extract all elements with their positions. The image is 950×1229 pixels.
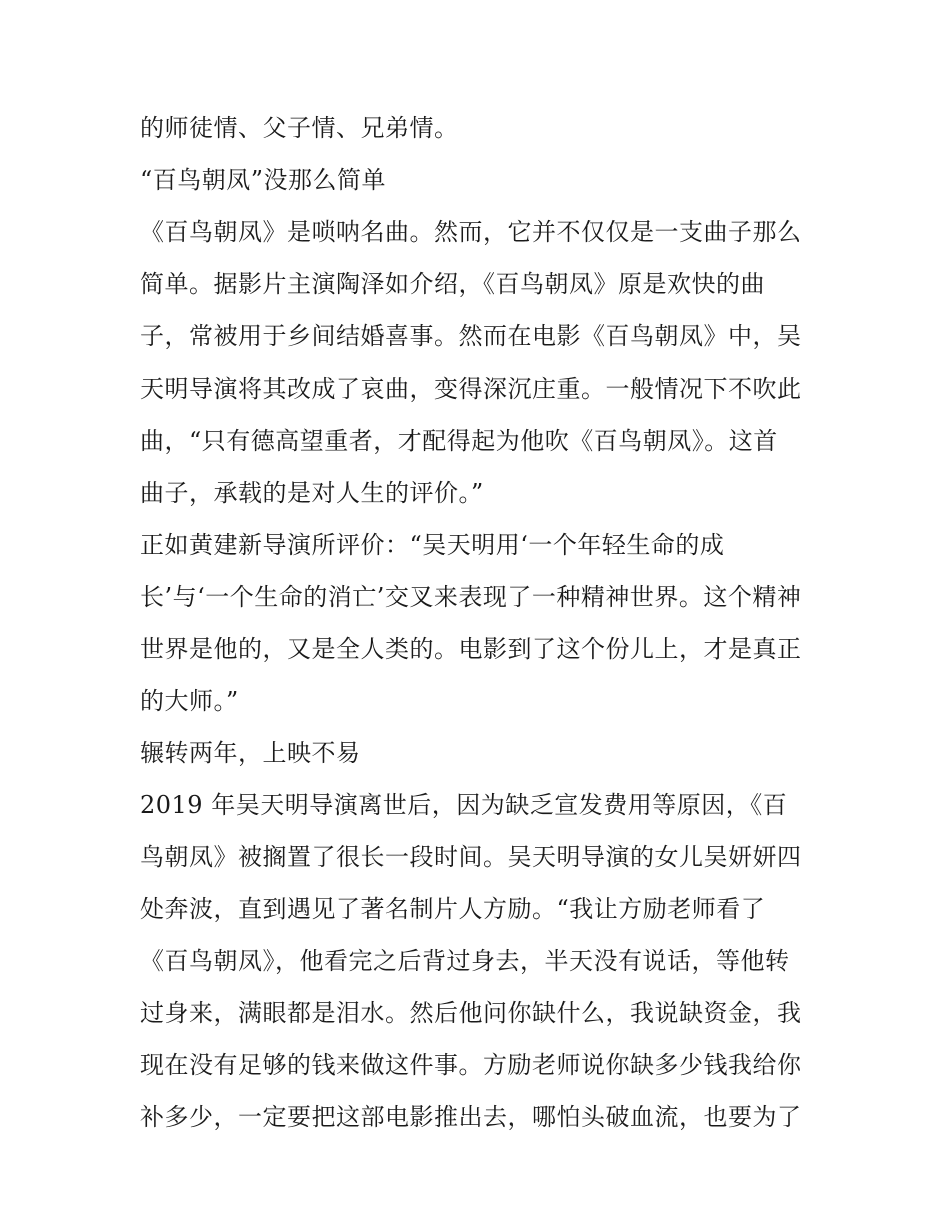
text-line: 处奔波，直到遇见了著名制片人方励。“我让方励老师看了 [140,895,766,923]
text-line: 世界是他的，又是全人类的。电影到了这个份儿上，才是真正 [140,635,802,663]
text-line: 的大师。” [140,687,239,715]
text-line: 的师徒情、父子情、兄弟情。 [140,114,459,142]
text-line: 曲子，承载的是对人生的评价。” [140,479,484,507]
text-line: 《百鸟朝凤》，他看完之后背过身去，半天没有说话，等他转 [140,947,790,975]
text-line: 简单。据影片主演陶泽如介绍，《百鸟朝凤》原是欢快的曲 [140,270,765,298]
text-line: 《百鸟朝凤》是唢呐名曲。然而，它并不仅仅是一支曲子那么 [140,218,802,246]
text-line: 子，常被用于乡间结婚喜事。然而在电影《百鸟朝凤》中，吴 [140,322,802,350]
text-line: 正如黄建新导演所评价：“吴天明用‘一个年轻生命的成 [140,531,725,559]
text-line: 天明导演将其改成了哀曲，变得深沉庄重。一般情况下不吹此 [140,375,802,403]
text-line: 过身来，满眼都是泪水。然后他问你缺什么，我说缺资金，我 [140,999,802,1027]
text-line: 补多少，一定要把这部电影推出去，哪怕头破血流，也要为了 [140,1103,802,1131]
text-line: 2019 年吴天明导演离世后，因为缺乏宣发费用等原因，《百 [140,791,788,819]
text-line: 现在没有足够的钱来做这件事。方励老师说你缺多少钱我给你 [140,1051,802,1079]
section-heading: “百鸟朝凤”没那么简单 [140,166,387,194]
text-line: 曲，“只有德高望重者，才配得起为他吹《百鸟朝凤》。这首 [140,427,778,455]
text-line: 长’与‘一个生命的消亡’交叉来表现了一种精神世界。这个精神 [140,583,802,611]
text-line: 鸟朝凤》被搁置了很长一段时间。吴天明导演的女儿吴妍妍四 [140,843,802,871]
section-heading: 辗转两年，上映不易 [140,739,361,767]
